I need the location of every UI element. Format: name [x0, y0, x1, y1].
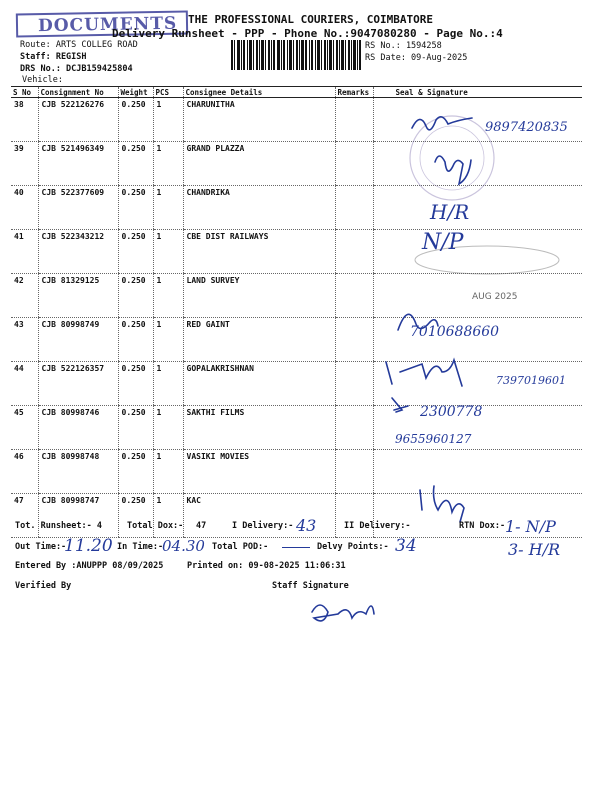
documents-stamp: DOCUMENTS [16, 11, 188, 38]
round-seal-icon [410, 116, 494, 200]
cell-consignee: GOPALAKRISHNAN [183, 362, 335, 406]
total-dox-label: Total Dox:- [127, 521, 184, 531]
cell-pcs: 1 [153, 406, 183, 450]
cell-consignment: CJB 81329125 [38, 274, 118, 318]
in-time-handwritten: 04.30 [162, 537, 205, 555]
cell-sno: 38 [11, 98, 38, 142]
cell-consignee: LAND SURVEY [183, 274, 335, 318]
hw-row43-phone: 7010688660 [410, 324, 500, 340]
cell-weight: 0.250 [118, 362, 153, 406]
cell-consignment: CJB 80998747 [38, 494, 118, 538]
col-consignee: Consignee Details [183, 87, 335, 98]
cell-consignee: GRAND PLAZZA [183, 142, 335, 186]
col-sno: S No [11, 87, 38, 98]
cell-pcs: 1 [153, 318, 183, 362]
cell-weight: 0.250 [118, 406, 153, 450]
total-dox-value: 47 [196, 521, 207, 531]
staff-signature-scribble [312, 605, 374, 621]
hw-date-stamp: AUG 2025 [472, 292, 518, 302]
i-delivery-handwritten: 43 [296, 516, 317, 535]
i-delivery-label: I Delivery:- [232, 521, 294, 531]
rtn-handwritten-1: 1- N/P [505, 517, 556, 536]
cell-sno: 47 [11, 494, 38, 538]
cell-sno: 46 [11, 450, 38, 494]
cell-weight: 0.250 [118, 186, 153, 230]
cell-consignment: CJB 80998746 [38, 406, 118, 450]
cell-consignment: CJB 522343212 [38, 230, 118, 274]
cell-consignee: VASIKI MOVIES [183, 450, 335, 494]
cell-consignee: KAC [183, 494, 335, 538]
rs-number: RS No.: 1594258 [365, 41, 442, 51]
cell-weight: 0.250 [118, 98, 153, 142]
rtn-handwritten-2: 3- H/R [508, 540, 561, 559]
staff-label: Staff: REGISH [20, 52, 87, 62]
cell-sno: 39 [11, 142, 38, 186]
cell-sno: 42 [11, 274, 38, 318]
cell-pcs: 1 [153, 186, 183, 230]
runsheet-subtitle: Delivery Runsheet - PPP - Phone No.:9047080280 - Page No.:4 [112, 27, 503, 40]
entered-by: Entered By :ANUPPP 08/09/2025 [15, 561, 164, 571]
cell-consignment: CJB 522126357 [38, 362, 118, 406]
signature-row44 [386, 360, 462, 386]
total-pod-dash [282, 547, 310, 548]
cell-consignee: SAKTHI FILMS [183, 406, 335, 450]
vehicle-label: Vehicle: [22, 75, 63, 85]
verified-by-label: Verified By [15, 581, 72, 591]
cell-pcs: 1 [153, 230, 183, 274]
hw-row44-phone: 7397019601 [496, 374, 566, 387]
rs-date: RS Date: 09-Aug-2025 [365, 53, 468, 63]
hw-row46-number: 9655960127 [395, 432, 472, 446]
staff-signature-label: Staff Signature [272, 581, 349, 591]
drs-number: DRS No.: DCJB159425804 [20, 64, 133, 74]
col-pcs: PCS [153, 87, 183, 98]
hw-row41-np: N/P [422, 230, 464, 255]
delvy-points-handwritten: 34 [395, 536, 417, 556]
cell-pcs: 1 [153, 362, 183, 406]
col-consignment: Consignment No [38, 87, 118, 98]
hw-row38-phone: 9897420835 [485, 120, 568, 135]
cell-consignee: CBE DIST RAILWAYS [183, 230, 335, 274]
cell-pcs: 1 [153, 142, 183, 186]
cell-pcs: 1 [153, 494, 183, 538]
cell-pcs: 1 [153, 274, 183, 318]
cell-weight: 0.250 [118, 142, 153, 186]
tot-runsheet: Tot. Runsheet:- 4 [15, 521, 102, 531]
cell-pcs: 1 [153, 98, 183, 142]
cell-consignee: CHANDRIKA [183, 186, 335, 230]
hw-row40-hr: H/R [430, 200, 470, 224]
cell-pcs: 1 [153, 450, 183, 494]
cell-sno: 45 [11, 406, 38, 450]
cell-weight: 0.250 [118, 494, 153, 538]
cell-sno: 41 [11, 230, 38, 274]
cell-consignment: CJB 522377609 [38, 186, 118, 230]
cell-weight: 0.250 [118, 318, 153, 362]
delvy-points-label: Delvy Points:- [317, 542, 389, 552]
cell-consignment: CJB 80998749 [38, 318, 118, 362]
signature-row45 [392, 398, 408, 412]
col-weight: Weight [118, 87, 153, 98]
cell-weight: 0.250 [118, 450, 153, 494]
printed-on: Printed on: 09-08-2025 11:06:31 [187, 561, 346, 571]
company-title: THE PROFESSIONAL COURIERS, COIMBATORE [188, 13, 434, 26]
cell-consignment: CJB 522126276 [38, 98, 118, 142]
cell-weight: 0.250 [118, 274, 153, 318]
total-pod-label: Total POD:- [212, 542, 269, 552]
col-seal-signature: Seal & Signature [373, 87, 582, 98]
cell-sno: 43 [11, 318, 38, 362]
cell-consignment: CJB 521496349 [38, 142, 118, 186]
hw-row45-number: 2300778 [420, 404, 483, 420]
ii-delivery-label: II Delivery:- [344, 521, 411, 531]
rtn-dox-label: RTN Dox:- [459, 521, 506, 531]
cell-consignee: CHARUNITHA [183, 98, 335, 142]
cell-consignee: RED GAINT [183, 318, 335, 362]
signature-row39 [435, 156, 471, 184]
cell-sno: 40 [11, 186, 38, 230]
out-time-handwritten: 11.20 [64, 536, 113, 556]
cell-sno: 44 [11, 362, 38, 406]
route-label: Route: ARTS COLLEG ROAD [20, 40, 138, 50]
cell-consignment: CJB 80998748 [38, 450, 118, 494]
cell-weight: 0.250 [118, 230, 153, 274]
col-remarks: Remarks [335, 87, 373, 98]
signature-row47 [420, 486, 464, 522]
in-time-label: In Time:- [117, 542, 164, 552]
out-time-label: Out Time:- [15, 542, 67, 552]
